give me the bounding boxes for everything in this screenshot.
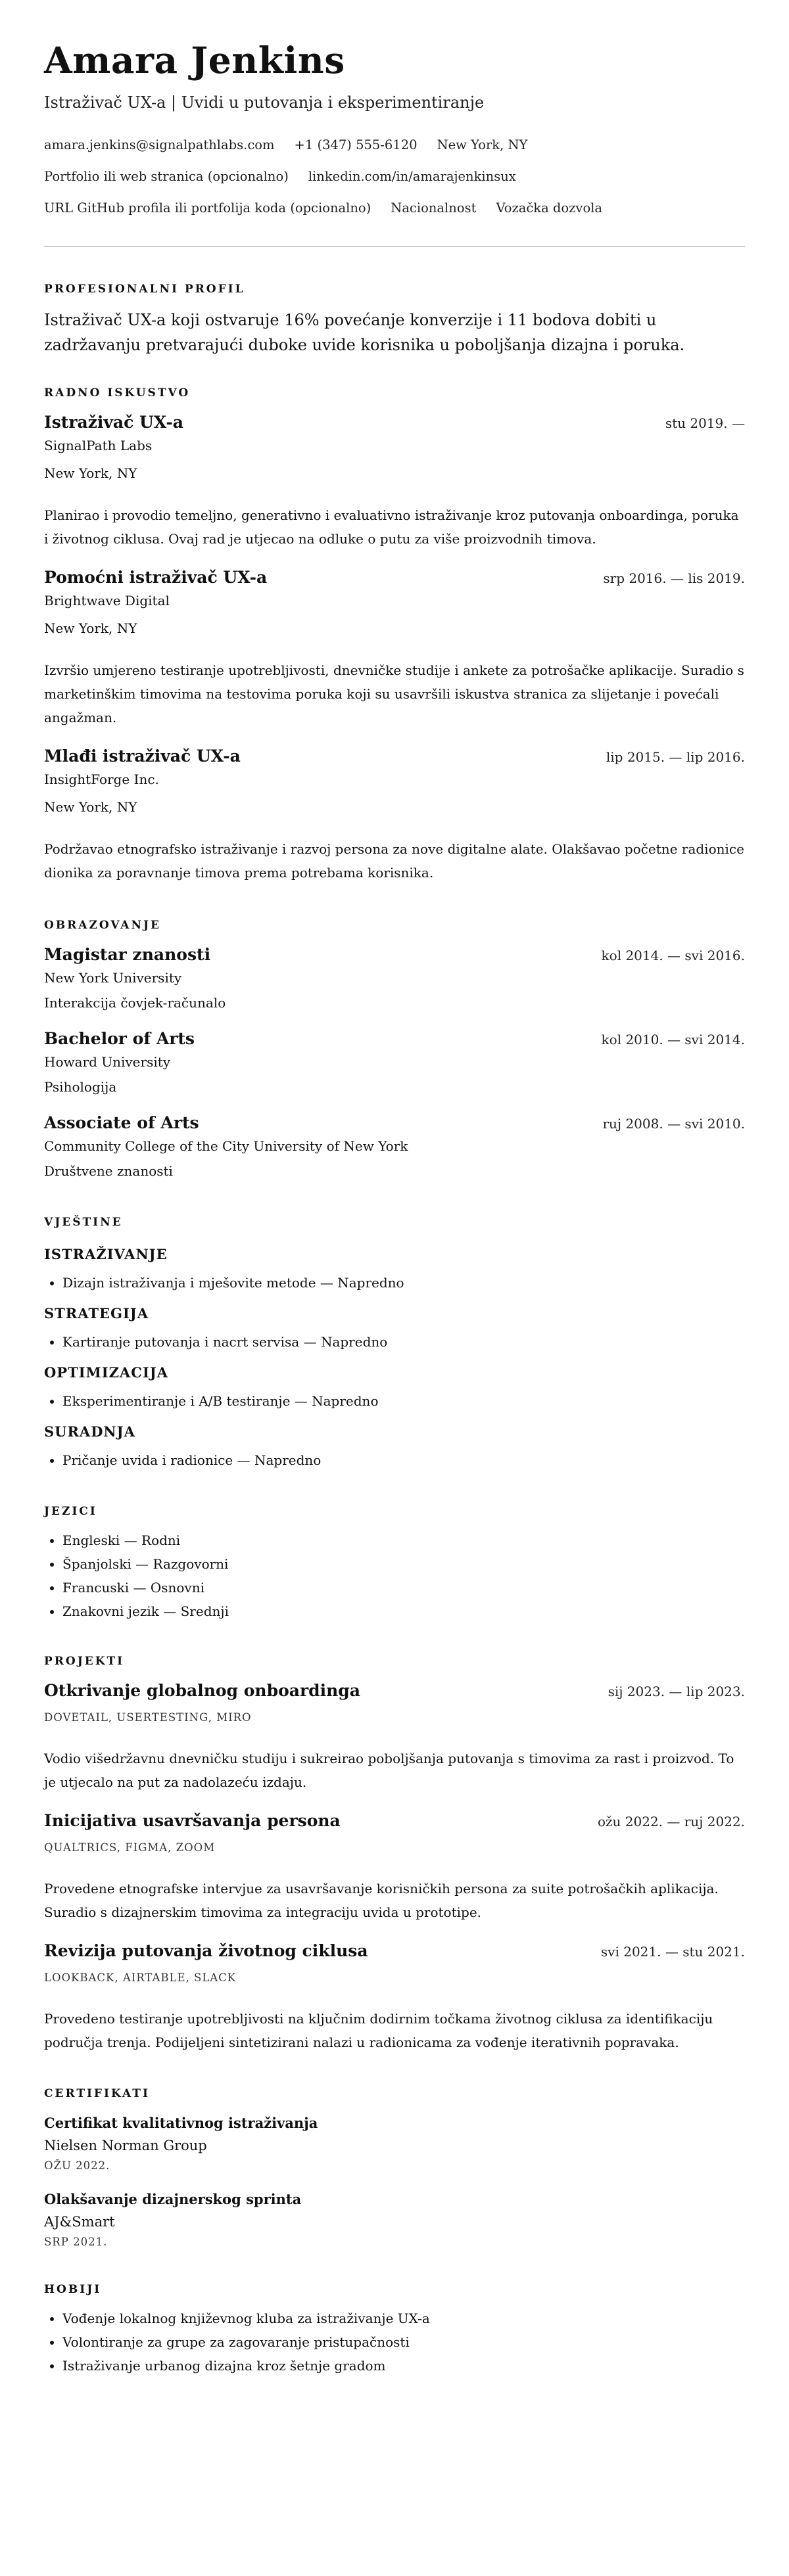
skill-group xyxy=(44,1304,745,1354)
experience-section xyxy=(44,385,745,885)
hobbies-section xyxy=(44,2282,745,2378)
job-location: New York, NY xyxy=(44,620,137,636)
certificate-date: SRP 2021. xyxy=(44,2236,108,2248)
skill-category: STRATEGIJA xyxy=(44,1305,149,1322)
project-name: Otkrivanje globalnog onboardinga xyxy=(44,1681,360,1700)
experience-item xyxy=(44,745,745,885)
degree-title: Bachelor of Arts xyxy=(44,1029,195,1048)
contact-license: Vozačka dozvola xyxy=(496,200,603,216)
certificate-date: OŽU 2022. xyxy=(44,2159,110,2172)
job-description: Izvršio umjereno testiranje upotrebljivosti, dnevničke studije i ankete za potrošačke aplikacije. Suradio s marketinškim timovima na testovima poruka koji su usavršili iskustva stranica za slijetanje i povećali angažman. xyxy=(44,662,744,725)
skill-category: ISTRAŽIVANJE xyxy=(44,1246,168,1262)
hobby-item: • Vođenje lokalnog književnog kluba za istraživanje UX-a xyxy=(62,2307,745,2330)
job-location: New York, NY xyxy=(44,465,137,481)
project-description: Provedeno testiranje upotrebljivosti na ključnim dodirnim točkama životnog ciklusa za identifikaciju područja trenja. Podijeljeni sintetizirani nalazi u radionicama za vođenje iterativnih popravaka. xyxy=(44,2011,713,2050)
contact-email[interactable]: amara.jenkins@signalpathlabs.com xyxy=(44,137,275,152)
certificate-item xyxy=(44,2113,745,2174)
skill-item: • Eksperimentiranje i A/B testiranje — Napredno xyxy=(62,1389,745,1413)
job-location: New York, NY xyxy=(44,799,137,815)
job-description: Podržavao etnografsko istraživanje i razvoj persona za nove digitalne alate. Olakšavao početne radionice dionika za poravnanje timova prema potrebama korisnika. xyxy=(44,841,744,881)
school-name: New York University xyxy=(44,970,182,986)
contact-github[interactable]: URL GitHub profila ili portfolija koda (opcionalno) xyxy=(44,200,371,216)
experience-item xyxy=(44,566,745,729)
resume-header xyxy=(44,34,745,217)
certificate-name: Certifikat kvalitativnog istraživanja xyxy=(44,2115,318,2131)
education-section xyxy=(44,917,745,1180)
contact-phone[interactable]: +1 (347) 555-6120 xyxy=(294,137,418,152)
profile-section xyxy=(44,281,745,357)
school-name: Howard University xyxy=(44,1054,171,1070)
project-dates: ožu 2022. — ruj 2022. xyxy=(597,1814,745,1829)
section-title-projects: PROJEKTI xyxy=(44,1655,125,1668)
certificate-item xyxy=(44,2190,745,2250)
contact-row-extra xyxy=(44,200,745,217)
certificate-name: Olakšavanje dizajnerskog sprinta xyxy=(44,2191,302,2207)
header-divider xyxy=(44,246,745,247)
contact-row-primary xyxy=(44,137,745,154)
project-tools: QUALTRICS, FIGMA, ZOOM xyxy=(44,1841,216,1854)
section-title-profile: PROFESIONALNI PROFIL xyxy=(44,283,245,296)
contact-row-links xyxy=(44,168,745,185)
candidate-name: Amara Jenkins xyxy=(44,39,345,81)
skill-category: SURADNJA xyxy=(44,1423,135,1440)
contact-linkedin[interactable]: linkedin.com/in/amarajenkinsux xyxy=(308,169,516,184)
section-title-hobbies: HOBIJI xyxy=(44,2283,102,2296)
certificates-section xyxy=(44,2086,745,2250)
candidate-headline: Istraživač UX-a | Uvidi u putovanja i eksperimentiranje xyxy=(44,93,485,112)
projects-section xyxy=(44,1653,745,2054)
job-dates: lip 2015. — lip 2016. xyxy=(606,749,745,765)
job-company: InsightForge Inc. xyxy=(44,771,159,787)
skill-group xyxy=(44,1363,745,1413)
project-name: Inicijativa usavršavanja persona xyxy=(44,1811,341,1830)
project-item xyxy=(44,1680,745,1794)
degree-dates: kol 2010. — svi 2014. xyxy=(601,1032,745,1047)
education-item xyxy=(44,1112,745,1180)
skill-group xyxy=(44,1422,745,1472)
languages-section xyxy=(44,1504,745,1623)
certificate-issuer: Nielsen Norman Group xyxy=(44,2138,207,2153)
project-description: Provedene etnografske intervjue za usavršavanje korisničkih persona za suite potrošačkih aplikacija. Suradio s dizajnerskim timovima za integraciju uvida u prototipe. xyxy=(44,1881,719,1920)
hobby-item: • Volontiranje za grupe za zagovaranje pristupačnosti xyxy=(62,2330,745,2354)
job-dates: stu 2019. — xyxy=(665,415,745,431)
school-name: Community College of the City University of New York xyxy=(44,1138,408,1154)
hobby-item: • Istraživanje urbanog dizajna kroz šetnje gradom xyxy=(62,2354,745,2378)
degree-title: Associate of Arts xyxy=(44,1113,199,1132)
job-description: Planirao i provodio temeljno, generativno i evaluativno istraživanje kroz putovanja onboardinga, poruka i životnog ciklusa. Ovaj rad je utjecao na odluke o putu za više proizvodnih timova. xyxy=(44,507,739,547)
skill-item: • Kartiranje putovanja i nacrt servisa — Napredno xyxy=(62,1330,745,1354)
skill-category: OPTIMIZACIJA xyxy=(44,1364,168,1381)
education-item xyxy=(44,1028,745,1096)
study-field: Društvene znanosti xyxy=(44,1163,173,1179)
section-title-certificates: CERTIFIKATI xyxy=(44,2087,150,2100)
project-dates: svi 2021. — stu 2021. xyxy=(600,1944,745,1960)
job-company: SignalPath Labs xyxy=(44,438,153,453)
project-name: Revizija putovanja životnog ciklusa xyxy=(44,1941,368,1960)
section-title-experience: RADNO ISKUSTVO xyxy=(44,386,191,400)
degree-dates: kol 2014. — svi 2016. xyxy=(601,948,745,963)
degree-title: Magistar znanosti xyxy=(44,945,211,964)
degree-dates: ruj 2008. — svi 2010. xyxy=(602,1116,745,1132)
skills-section xyxy=(44,1214,745,1472)
section-title-education: OBRAZOVANJE xyxy=(44,919,162,932)
section-title-skills: VJEŠTINE xyxy=(44,1216,123,1229)
section-title-languages: JEZICI xyxy=(44,1505,97,1518)
project-tools: DOVETAIL, USERTESTING, MIRO xyxy=(44,1711,252,1724)
skill-item: • Pričanje uvida i radionice — Napredno xyxy=(62,1448,745,1472)
certificate-issuer: AJ&Smart xyxy=(44,2214,115,2230)
experience-item xyxy=(44,411,745,551)
job-title: Mlađi istraživač UX-a xyxy=(44,747,241,766)
job-title: Pomoćni istraživač UX-a xyxy=(44,568,268,587)
job-dates: srp 2016. — lis 2019. xyxy=(603,570,745,586)
job-title: Istraživač UX-a xyxy=(44,413,183,432)
project-description: Vodio višedržavnu dnevničku studiju i sukreirao poboljšanja putovanja s timovima za rast i proizvod. To je utjecalo na put za nadolazeću izdaju. xyxy=(44,1751,734,1790)
study-field: Psihologija xyxy=(44,1079,117,1095)
skill-item: • Dizajn istraživanja i mješovite metode — Napredno xyxy=(62,1271,745,1295)
job-company: Brightwave Digital xyxy=(44,593,170,609)
skill-group xyxy=(44,1245,745,1295)
profile-summary: Istraživač UX-a koji ostvaruje 16% povećanje konverzije i 11 bodova dobiti u zadržavanju pretvarajući duboke uvide korisnika u poboljšanja dizajna i poruka. xyxy=(44,311,685,354)
contact-portfolio[interactable]: Portfolio ili web stranica (opcionalno) xyxy=(44,169,289,184)
language-item: • Znakovni jezik — Srednji xyxy=(62,1599,745,1623)
language-item: • Španjolski — Razgovorni xyxy=(62,1552,745,1576)
education-item xyxy=(44,944,745,1012)
project-dates: sij 2023. — lip 2023. xyxy=(608,1684,745,1699)
study-field: Interakcija čovjek-računalo xyxy=(44,995,226,1011)
project-item xyxy=(44,1940,745,2054)
language-item: • Francuski — Osnovni xyxy=(62,1576,745,1599)
language-item: • Engleski — Rodni xyxy=(62,1529,745,1552)
contact-location: New York, NY xyxy=(437,137,528,152)
project-item xyxy=(44,1810,745,1924)
contact-nationality: Nacionalnost xyxy=(391,200,477,216)
project-tools: LOOKBACK, AIRTABLE, SLACK xyxy=(44,1971,237,1984)
